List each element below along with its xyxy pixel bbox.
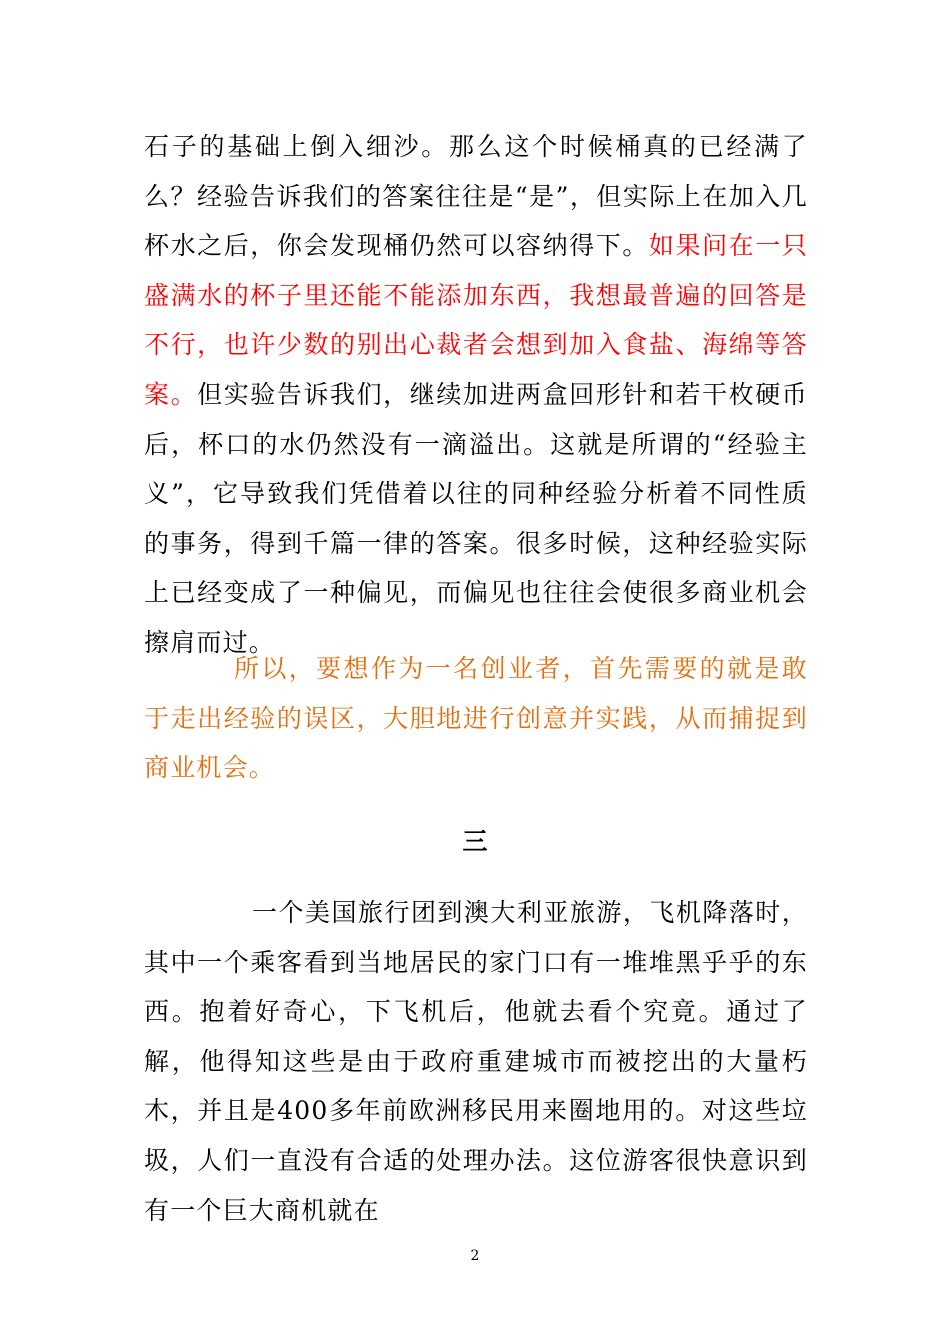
- page-number: 2: [470, 1248, 480, 1264]
- paragraph-text: 但实验告诉我们，继续加进两盒回形针和若干枚硬币后，杯口的水仍然没有一滴溢出。这就是所谓的“经验主义”，它导致我们凭借着以往的同种经验分析着不同性质的事务，得到千篇一律的答案。很多时候，这种经验实际上已经变成了一种偏见，而偏见也往往会使很多商业机会擦肩而过。: [144, 379, 808, 657]
- paragraph-conclusion: 所以，要想作为一名创业者，首先需要的就是敢于走出经验的误区，大胆地进行创意并实践，从而捕捉到商业机会。: [144, 654, 808, 783]
- section-heading: 三: [462, 827, 488, 856]
- paragraph-story: 一个美国旅行团到澳大利亚旅游，飞机降落时，其中一个乘客看到当地居民的家门口有一堆堆黑乎乎的东西。抱着好奇心，下飞机后，他就去看个究竟。通过了解，他得知这些是由于政府重建城市而被挖出的大量朽木，并且是400多年前欧洲移民用来圈地用的。对这些垃圾，人们一直没有合适的处理办法。这位游客很快意识到有一个巨大商机就在: [144, 898, 808, 1225]
- paragraph-experience: [144, 122, 808, 668]
- paragraph-text: 石子的基础上倒入细沙。那么这个时候桶真的已经满了么？经验告诉我们的答案往往是“是”，但实际上在加入几杯水之后，你会发现桶仍然可以容纳得下。: [144, 132, 808, 261]
- highlighted-text-red: 如果问在一只盛满水的杯子里还能不能添加东西，我想最普遍的回答是不行，也许少数的别出心裁者会想到加入食盐、海绵等答案。: [144, 231, 808, 409]
